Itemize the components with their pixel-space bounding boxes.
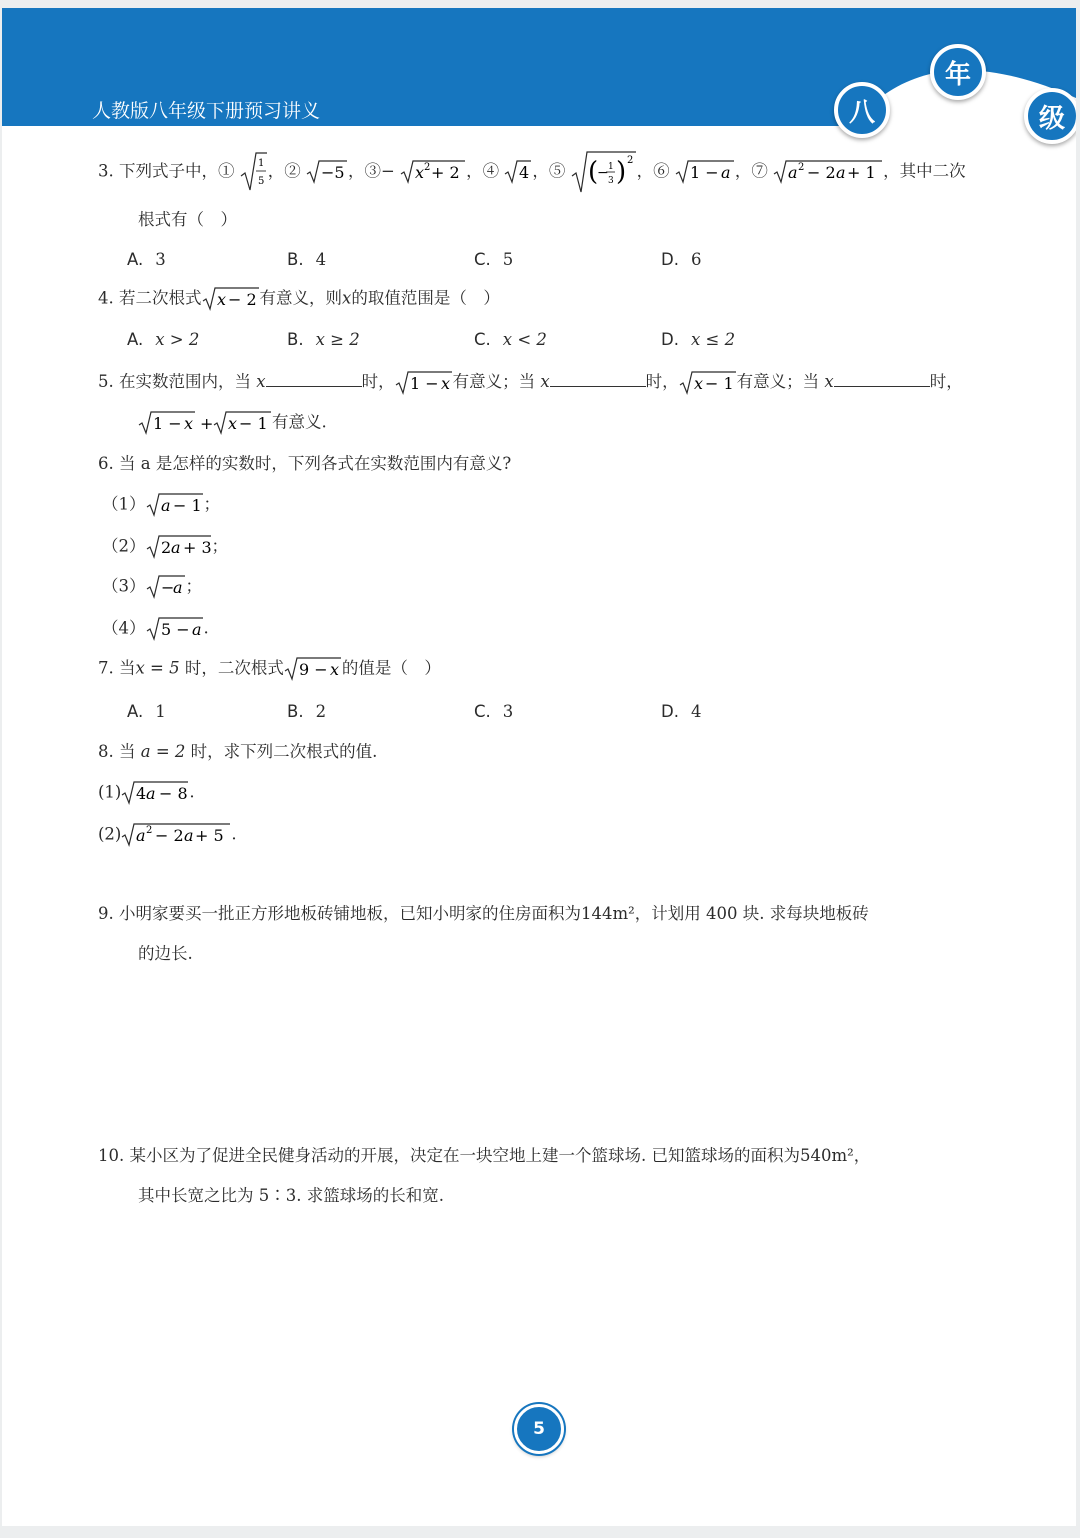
svg-text:2: 2 <box>146 825 153 836</box>
svg-text:− 2: − 2 <box>807 163 836 182</box>
q9-area: 144m² <box>581 904 635 923</box>
q3-expr4-sqrt-4 <box>504 159 532 185</box>
svg-text:): ) <box>615 157 626 187</box>
q6-item-3: （3） − a ； <box>102 574 202 600</box>
q10-area: 540m² <box>799 1146 854 1165</box>
svg-text:2: 2 <box>798 162 805 173</box>
svg-text:−: − <box>160 578 174 597</box>
worksheet-page <box>2 8 1076 1526</box>
svg-text:x: x <box>440 373 450 393</box>
svg-text:− 1: − 1 <box>704 373 734 393</box>
svg-text:+ 5: + 5 <box>195 826 225 845</box>
svg-text:−5: −5 <box>321 163 345 182</box>
q5-stem: 5. 在实数范围内，当 x 时， 1 − x 有意义；当 x 时， x − 1 有意义；当 x 时， <box>98 368 963 396</box>
q4-stem: 4. 若二次根式 x − 2 有意义，则x的取值范围是（ ） <box>98 286 500 312</box>
svg-text:9 −: 9 − <box>298 660 328 679</box>
svg-text:x: x <box>216 290 226 309</box>
q5-blank-2[interactable] <box>550 368 646 387</box>
q3-expr2-sqrt-minus5 <box>306 159 348 185</box>
svg-text:− 2: − 2 <box>155 826 185 845</box>
svg-text:5 −: 5 − <box>160 620 190 639</box>
svg-text:x: x <box>693 373 703 393</box>
q4-option-c: C. x < 2 <box>474 330 547 349</box>
q8-sqrt-4a-minus-8 <box>121 780 189 806</box>
q3-expr5-sqrt-neg-third-squared <box>571 150 637 194</box>
q3-expr3-sqrt-x2-plus-2 <box>400 159 466 185</box>
q7-stem: 7. 当x = 5 时，二次根式 9 − x 的值是（ ） <box>98 656 441 682</box>
svg-text:x: x <box>415 163 425 182</box>
q9-stem-continued: 的边长. <box>138 944 193 963</box>
svg-text:a: a <box>184 826 194 845</box>
page-number-badge: 5 <box>514 1404 564 1454</box>
svg-text:3: 3 <box>607 176 614 186</box>
svg-text:− 2: − 2 <box>227 290 257 309</box>
q8-sqrt-a2-minus-2a-plus-5 <box>121 822 231 848</box>
q6-sqrt-a-minus-1 <box>146 492 204 518</box>
q3-expr7-sqrt-a2-minus-2a-plus-1 <box>773 159 883 185</box>
q7-sqrt-9-minus-x <box>284 656 342 682</box>
q9-stem: 9. 小明家要买一批正方形地板砖铺地板，已知小明家的住房面积为144m²，计划用 400 块. 求每块地板砖 <box>98 904 869 923</box>
svg-text:a: a <box>160 496 171 515</box>
q6-stem: 6. 当 a 是怎样的实数时，下列各式在实数范围内有意义? <box>98 454 512 473</box>
q8-item-2: (2) a 2 − 2 a + 5 . <box>98 822 237 848</box>
q8-item-1: (1) 4 a − 8 . <box>98 780 195 806</box>
q3-option-a: A. 3 <box>127 250 166 269</box>
svg-text:−: − <box>596 165 609 181</box>
q6-item-2: （2） 2 a + 3 ； <box>102 534 228 560</box>
q8-stem: 8. 当 a = 2 时，求下列二次根式的值. <box>98 742 378 761</box>
q10-stem: 10. 某小区为了促进全民健身活动的开展，决定在一块空地上建一个篮球场. 已知篮球场的面积为540m²， <box>98 1146 871 1165</box>
grade-badge-ji: 级 <box>1024 88 1076 144</box>
q3-option-b: B. 4 <box>287 250 327 269</box>
q3-expr6-sqrt-1-minus-a <box>675 159 735 185</box>
q5-sqrt-sum-expression <box>138 410 272 436</box>
q3-option-c: C. 5 <box>474 250 514 269</box>
q6-item-4: （4） 5 − a . <box>102 616 209 642</box>
svg-text:a: a <box>836 163 846 182</box>
svg-text:x: x <box>228 414 238 433</box>
grade-badge-ba: 八 <box>834 82 890 138</box>
header-title: 人教版八年级下册预习讲义 <box>92 100 321 122</box>
svg-text:− 1: − 1 <box>172 496 202 515</box>
q5-blank-3[interactable] <box>834 368 930 387</box>
svg-text:a: a <box>720 163 731 182</box>
q7-option-c: C. 3 <box>474 702 514 721</box>
svg-text:x: x <box>329 660 339 679</box>
q4-option-b: B. x ≥ 2 <box>287 330 360 349</box>
svg-text:1: 1 <box>607 162 614 172</box>
q7-option-a: A. 1 <box>127 702 166 721</box>
svg-text:1 −: 1 − <box>153 414 182 433</box>
q6-sqrt-5-minus-a <box>146 616 204 642</box>
q3-expr1-sqrt-one-fifth <box>240 150 268 194</box>
q3-stem: 3. 下列式子中，① 1 5 ，② −5 ，③− x 2 + 2 ，④ 4 ，⑤ ( − 1 3 ) 2 ，⑥ 1 − a ，⑦ a 2 − 2 a + 1 ，其中二次 <box>98 150 966 194</box>
svg-text:1 −: 1 − <box>409 373 439 393</box>
q7-option-d: D. 4 <box>661 702 702 721</box>
svg-text:1 −: 1 − <box>689 163 719 182</box>
q4-option-a: A. x > 2 <box>127 330 200 349</box>
q3-stem-continued: 根式有（ ） <box>138 210 237 229</box>
svg-text:(: ( <box>587 157 598 187</box>
svg-text:a: a <box>191 620 202 639</box>
q5-sqrt-x-minus-1 <box>679 370 737 396</box>
q6-item-1: （1） a − 1 ； <box>102 492 220 518</box>
svg-text:2: 2 <box>424 162 431 173</box>
q10-stem-continued: 其中长宽之比为 5∶3. 求篮球场的长和宽. <box>138 1186 444 1205</box>
q5-stem-continued: 1 − x + x − 1 有意义. <box>138 410 327 436</box>
q4-option-d: D. x ≤ 2 <box>661 330 736 349</box>
svg-text:x: x <box>184 414 194 433</box>
svg-text:a: a <box>136 826 146 845</box>
svg-text:a: a <box>172 578 183 597</box>
svg-text:+ 2: + 2 <box>431 163 460 182</box>
svg-text:2: 2 <box>160 538 171 557</box>
svg-text:+ 1: + 1 <box>847 163 876 182</box>
q7-option-b: B. 2 <box>287 702 327 721</box>
svg-text:5: 5 <box>257 176 265 187</box>
svg-text:2: 2 <box>626 155 633 166</box>
svg-text:+: + <box>200 414 214 433</box>
svg-text:4: 4 <box>519 163 530 182</box>
q6-sqrt-2a-plus-3 <box>146 534 212 560</box>
svg-text:1: 1 <box>257 158 265 169</box>
svg-text:a: a <box>788 163 798 182</box>
svg-text:4: 4 <box>136 784 147 803</box>
q3-option-d: D. 6 <box>661 250 702 269</box>
q6-sqrt-neg-a <box>146 574 186 600</box>
grade-badge-nian: 年 <box>930 44 986 100</box>
q5-blank-1[interactable] <box>266 368 362 387</box>
svg-text:− 8: − 8 <box>159 784 189 803</box>
svg-text:a: a <box>146 784 156 803</box>
svg-text:a: a <box>170 538 181 557</box>
svg-text:− 1: − 1 <box>239 414 268 433</box>
q5-sqrt-1-minus-x <box>395 370 453 396</box>
q4-sqrt-x-minus-2 <box>202 286 260 312</box>
svg-text:+ 3: + 3 <box>182 538 212 557</box>
